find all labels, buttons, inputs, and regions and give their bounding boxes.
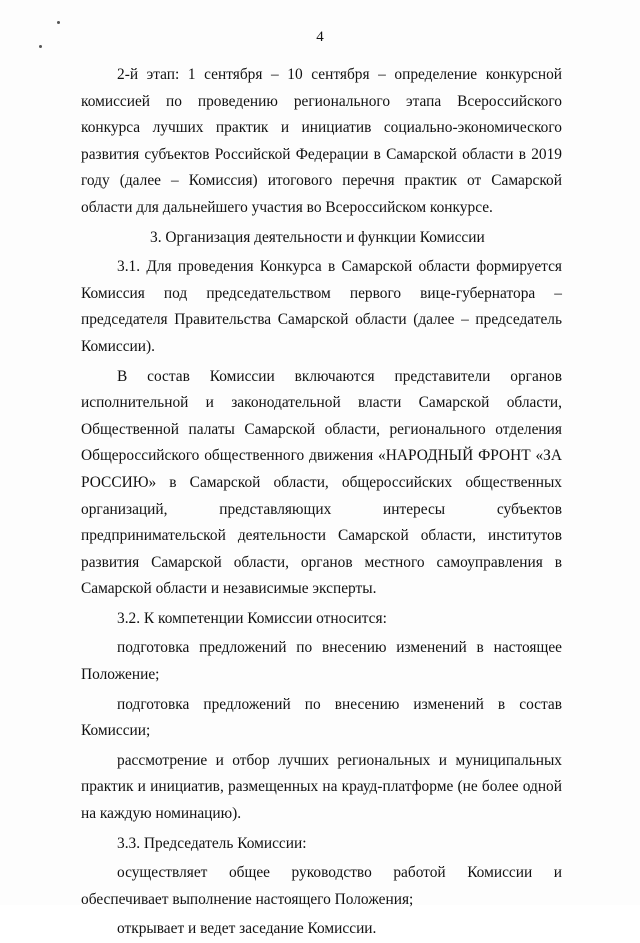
list-item-management: осуществляет общее руководство работой Комиссии и обеспечивает выполнение настоящего Положения; xyxy=(81,864,562,908)
list-item-composition: подготовка предложений по внесению изменений в состав Комиссии; xyxy=(81,695,562,740)
section-heading: 3. Организация деятельности и функции Комиссии xyxy=(150,228,485,246)
paragraph-3-3: 3.3. Председатель Комиссии: xyxy=(117,834,307,852)
paragraph-stage-2: 2-й этап: 1 сентября – 10 сентября – определение конкурсной комиссией по проведению регионального этапа Всероссийского конкурса лучших практик и инициатив социально-экономического развития субъектов Российской Федерации в Самарской области в 2019 году (далее – Комиссия) итогового перечня практик от Самарской области для дальнейшего участия во Всероссийском конкурсе. xyxy=(81,66,562,216)
paragraph-3-1: 3.1. Для проведения Конкурса в Самарской области формируется Комиссия под председательством первого вице-губернатора – председателя Правительства Самарской области (далее – председатель Комиссии). xyxy=(81,258,562,355)
page-number: 4 xyxy=(316,29,324,45)
list-item-meeting: открывает и ведет заседание Комиссии. xyxy=(117,920,377,938)
paragraph-composition: В состав Комиссии включаются представители органов исполнительной и законодательной власти Самарской области, Общественной палаты Самарской области, регионального отделения Общероссийского общественного движения «НАРОДНЫЙ ФРОНТ «ЗА РОССИЮ» в Самарской области, общероссийских общественных организаций, представляющих интересы субъектов предпринимательской деятельности Самарской области, институтов развития Самарской области, органов местного самоуправления в Самарской области и независимые эксперты. xyxy=(81,367,562,598)
paragraph-3-2: 3.2. К компетенции Комиссии относится: xyxy=(117,609,387,627)
document-body xyxy=(81,62,562,943)
list-item-selection: рассмотрение и отбор лучших региональных и муниципальных практик и инициатив, размещенных на крауд-платформе (не более одной на каждую номинацию). xyxy=(81,751,562,823)
list-item-provisions: подготовка предложений по внесению изменений в настоящее Положение; xyxy=(81,639,562,684)
